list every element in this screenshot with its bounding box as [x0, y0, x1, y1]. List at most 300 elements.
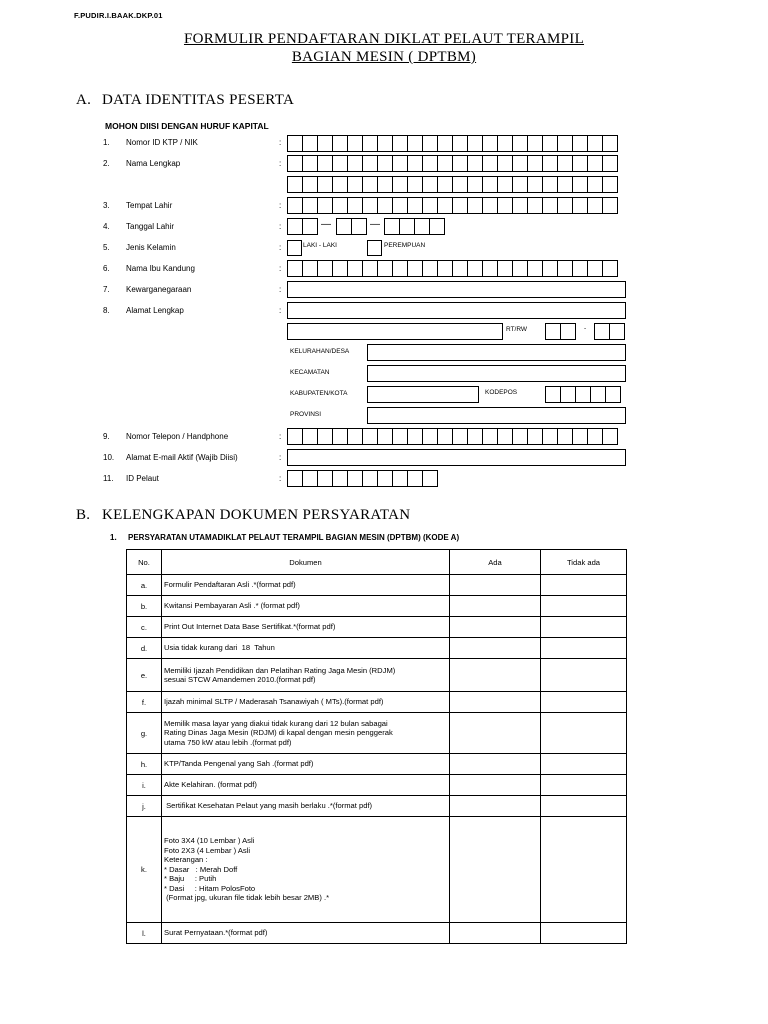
char-box[interactable] — [302, 218, 318, 235]
document-line: * Baju : Putih — [164, 874, 217, 884]
char-box[interactable] — [602, 135, 618, 152]
char-box[interactable] — [332, 176, 348, 193]
char-box[interactable] — [302, 197, 318, 214]
char-box[interactable] — [407, 197, 423, 214]
row-number: k. — [127, 817, 162, 923]
capital-letters-note: MOHON DIISI DENGAN HURUF KAPITAL — [105, 121, 269, 131]
row-number: f. — [127, 692, 162, 713]
requirements-table — [126, 549, 627, 944]
table-row — [127, 817, 627, 923]
row-number: d. — [127, 638, 162, 659]
document-line: Rating Dinas Jaga Mesin (RDJM) di kapal dengan mesin penggerak — [164, 728, 393, 738]
char-box[interactable] — [362, 428, 378, 445]
char-box[interactable] — [557, 197, 573, 214]
field-colon: : — [279, 138, 282, 147]
document-line: Ijazah minimal SLTP / Maderasah Tsanawiyah ( MTs).(format pdf) — [164, 697, 384, 707]
char-box[interactable] — [317, 428, 333, 445]
char-box[interactable] — [422, 470, 438, 487]
kabupaten-label: KABUPATEN/KOTA — [290, 390, 348, 397]
char-box[interactable] — [362, 470, 378, 487]
char-box[interactable] — [422, 197, 438, 214]
char-box[interactable] — [287, 176, 303, 193]
char-box[interactable] — [452, 176, 468, 193]
row-document — [162, 638, 450, 659]
char-box[interactable] — [399, 218, 415, 235]
char-box[interactable] — [467, 135, 483, 152]
field-label-phone: Nomor Telepon / Handphone — [126, 432, 229, 441]
char-box[interactable] — [287, 135, 303, 152]
rt-rw-separator: - — [584, 325, 587, 332]
char-box[interactable] — [452, 260, 468, 277]
document-line: Memiliki Ijazah Pendidikan dan Pelatihan Rating Jaga Mesin (RDJM) — [164, 665, 396, 675]
char-box[interactable] — [407, 176, 423, 193]
char-box[interactable] — [332, 135, 348, 152]
email-input[interactable] — [287, 449, 626, 466]
row-number: h. — [127, 754, 162, 775]
char-box[interactable] — [414, 218, 430, 235]
char-box[interactable] — [392, 155, 408, 172]
char-box[interactable] — [302, 135, 318, 152]
char-box[interactable] — [467, 197, 483, 214]
char-box[interactable] — [347, 260, 363, 277]
row-document — [162, 817, 450, 923]
char-box[interactable] — [545, 323, 561, 340]
row-number: i. — [127, 775, 162, 796]
char-box[interactable] — [497, 155, 513, 172]
form-title-line-1: FORMULIR PENDAFTARAN DIKLAT PELAUT TERAMPIL — [183, 31, 585, 47]
header-document: Dokumen — [162, 550, 450, 575]
form-code: F.PUDIR.I.BAAK.DKP.01 — [74, 11, 163, 20]
row-available-cell[interactable] — [450, 596, 541, 617]
char-box[interactable] — [482, 428, 498, 445]
section-a-title: DATA IDENTITAS PESERTA — [102, 92, 295, 108]
section-b-title: KELENGKAPAN DOKUMEN PERSYARATAN — [102, 507, 411, 523]
char-box[interactable] — [287, 218, 303, 235]
char-box[interactable] — [317, 197, 333, 214]
kelurahan-input[interactable] — [367, 344, 626, 361]
char-box[interactable] — [392, 470, 408, 487]
phone-input-boxes[interactable] — [287, 428, 617, 445]
char-box[interactable] — [452, 135, 468, 152]
char-box[interactable] — [602, 155, 618, 172]
row-not-available-cell[interactable] — [541, 659, 627, 692]
requirement-heading — [110, 533, 459, 542]
row-number: a. — [127, 575, 162, 596]
char-box[interactable] — [560, 323, 576, 340]
field-colon: : — [279, 222, 282, 231]
char-box[interactable] — [347, 470, 363, 487]
kelurahan-label: KELURAHAN/DESA — [290, 348, 350, 355]
char-box[interactable] — [542, 260, 558, 277]
rw-input-boxes[interactable] — [594, 323, 624, 340]
row-number: c. — [127, 617, 162, 638]
document-line: * Dasar : Merah Doff — [164, 864, 238, 874]
field-colon: : — [279, 474, 282, 483]
char-box[interactable] — [422, 260, 438, 277]
char-box[interactable] — [362, 260, 378, 277]
char-box[interactable] — [392, 176, 408, 193]
char-box[interactable] — [482, 135, 498, 152]
gender-male-label: LAKI - LAKI — [303, 242, 337, 249]
field-label-email: Alamat E-mail Aktif (Wajib Diisi) — [126, 453, 238, 462]
field-number: 8. — [103, 306, 110, 315]
row-available-cell[interactable] — [450, 713, 541, 754]
char-box[interactable] — [422, 428, 438, 445]
char-box[interactable] — [572, 155, 588, 172]
document-line: Usia tidak kurang dari 18 Tahun — [164, 643, 275, 653]
char-box[interactable] — [317, 260, 333, 277]
field-label-gender: Jenis Kelamin — [126, 243, 176, 252]
nik-input-boxes[interactable] — [287, 135, 617, 152]
row-document — [162, 713, 450, 754]
row-available-cell[interactable] — [450, 575, 541, 596]
char-box[interactable] — [482, 176, 498, 193]
char-box[interactable] — [557, 428, 573, 445]
row-not-available-cell[interactable] — [541, 713, 627, 754]
char-box[interactable] — [542, 176, 558, 193]
char-box[interactable] — [347, 176, 363, 193]
char-box[interactable] — [545, 386, 561, 403]
char-box[interactable] — [332, 470, 348, 487]
char-box[interactable] — [407, 260, 423, 277]
row-available-cell[interactable] — [450, 659, 541, 692]
char-box[interactable] — [587, 176, 603, 193]
char-box[interactable] — [542, 197, 558, 214]
rt-rw-label: RT/RW — [506, 326, 528, 333]
char-box[interactable] — [497, 135, 513, 152]
document-line: Surat Pernyataan.*(format pdf) — [164, 928, 268, 938]
char-box[interactable] — [560, 386, 576, 403]
table-row — [127, 617, 627, 638]
nationality-input[interactable] — [287, 281, 626, 298]
field-number: 7. — [103, 285, 110, 294]
row-not-available-cell[interactable] — [541, 638, 627, 659]
field-colon: : — [279, 159, 282, 168]
table-row — [127, 692, 627, 713]
char-box[interactable] — [377, 135, 393, 152]
char-box[interactable] — [362, 176, 378, 193]
char-box[interactable] — [377, 470, 393, 487]
char-box[interactable] — [587, 260, 603, 277]
char-box[interactable] — [422, 155, 438, 172]
char-box[interactable] — [497, 260, 513, 277]
rt-input-boxes[interactable] — [545, 323, 575, 340]
address-input-line-2[interactable] — [287, 323, 503, 340]
char-box[interactable] — [467, 428, 483, 445]
document-line: Print Out Internet Data Base Sertifikat.*(format pdf) — [164, 622, 336, 632]
char-box[interactable] — [302, 155, 318, 172]
field-label-nik: Nomor ID KTP / NIK — [126, 138, 198, 147]
document-line: (Format jpg, ukuran file tidak lebih besar 2MB) .* — [164, 893, 330, 903]
document-line: * Dasi : Hitam PolosFoto — [164, 883, 256, 893]
char-box[interactable] — [527, 428, 543, 445]
char-box[interactable] — [572, 428, 588, 445]
row-available-cell[interactable] — [450, 796, 541, 817]
char-box[interactable] — [377, 155, 393, 172]
table-row — [127, 596, 627, 617]
char-box[interactable] — [572, 260, 588, 277]
header-not-available: Tidak ada — [541, 550, 627, 575]
char-box[interactable] — [332, 260, 348, 277]
char-box[interactable] — [557, 135, 573, 152]
document-line: Sertifikat Kesehatan Pelaut yang masih berlaku .*(format pdf) — [164, 801, 373, 811]
kodepos-label: KODEPOS — [485, 389, 518, 396]
char-box[interactable] — [362, 155, 378, 172]
birth-day-input-boxes[interactable] — [287, 218, 317, 235]
section-a-letter: A. — [76, 92, 92, 108]
address-input-line-1[interactable] — [287, 302, 626, 319]
row-not-available-cell[interactable] — [541, 596, 627, 617]
char-box[interactable] — [392, 197, 408, 214]
char-box[interactable] — [302, 176, 318, 193]
birth-year-input-boxes[interactable] — [384, 218, 444, 235]
table-row — [127, 775, 627, 796]
field-colon: : — [279, 453, 282, 462]
char-box[interactable] — [497, 428, 513, 445]
seafarer-id-input-boxes[interactable] — [287, 470, 437, 487]
row-document — [162, 775, 450, 796]
char-box[interactable] — [452, 428, 468, 445]
char-box[interactable] — [347, 428, 363, 445]
char-box[interactable] — [302, 470, 318, 487]
char-box[interactable] — [594, 323, 610, 340]
char-box[interactable] — [437, 428, 453, 445]
char-box[interactable] — [572, 197, 588, 214]
row-available-cell[interactable] — [450, 923, 541, 944]
document-line: KTP/Tanda Pengenal yang Sah .(format pdf) — [164, 759, 314, 769]
char-box[interactable] — [351, 218, 367, 235]
birth-place-input-boxes[interactable] — [287, 197, 617, 214]
char-box[interactable] — [512, 155, 528, 172]
field-label-birth-place: Tempat Lahir — [126, 201, 173, 210]
row-not-available-cell[interactable] — [541, 923, 627, 944]
char-box[interactable] — [377, 176, 393, 193]
char-box[interactable] — [512, 135, 528, 152]
char-box[interactable] — [287, 428, 303, 445]
char-box[interactable] — [602, 428, 618, 445]
field-number: 3. — [103, 201, 110, 210]
char-box[interactable] — [467, 260, 483, 277]
char-box[interactable] — [452, 197, 468, 214]
char-box[interactable] — [437, 176, 453, 193]
row-number: b. — [127, 596, 162, 617]
field-label-address: Alamat Lengkap — [126, 306, 184, 315]
field-label-mother-name: Nama Ibu Kandung — [126, 264, 195, 273]
field-number: 2. — [103, 159, 110, 168]
char-box[interactable] — [287, 260, 303, 277]
char-box[interactable] — [512, 428, 528, 445]
char-box[interactable] — [377, 197, 393, 214]
row-document — [162, 575, 450, 596]
char-box[interactable] — [422, 135, 438, 152]
char-box[interactable] — [287, 470, 303, 487]
row-not-available-cell[interactable] — [541, 575, 627, 596]
char-box[interactable] — [587, 197, 603, 214]
char-box[interactable] — [317, 135, 333, 152]
date-separator: — — [370, 219, 380, 230]
char-box[interactable] — [407, 470, 423, 487]
field-colon: : — [279, 264, 282, 273]
field-label-seafarer-id: ID Pelaut — [126, 474, 159, 483]
kabupaten-input[interactable] — [367, 386, 479, 403]
char-box[interactable] — [302, 428, 318, 445]
char-box[interactable] — [392, 260, 408, 277]
row-document — [162, 796, 450, 817]
char-box[interactable] — [317, 155, 333, 172]
char-box[interactable] — [527, 176, 543, 193]
kecamatan-input[interactable] — [367, 365, 626, 382]
birth-month-input-boxes[interactable] — [336, 218, 366, 235]
full-name-input-boxes-row-2[interactable] — [287, 176, 617, 193]
gender-female-label: PEREMPUAN — [384, 242, 426, 249]
char-box[interactable] — [482, 260, 498, 277]
kecamatan-label: KECAMATAN — [290, 369, 330, 376]
document-line: Foto 3X4 (10 Lembar ) Asli — [164, 836, 255, 846]
char-box[interactable] — [392, 428, 408, 445]
section-b-letter: B. — [76, 507, 91, 523]
char-box[interactable] — [377, 260, 393, 277]
char-box[interactable] — [512, 197, 528, 214]
char-box[interactable] — [422, 176, 438, 193]
row-number: e. — [127, 659, 162, 692]
row-not-available-cell[interactable] — [541, 692, 627, 713]
char-box[interactable] — [407, 135, 423, 152]
char-box[interactable] — [605, 386, 621, 403]
char-box[interactable] — [482, 155, 498, 172]
char-box[interactable] — [347, 155, 363, 172]
document-line: sesuai STCW Amandemen 2010.(format pdf) — [164, 675, 316, 684]
char-box[interactable] — [575, 386, 591, 403]
gender-male-checkbox[interactable] — [287, 240, 302, 256]
field-number: 4. — [103, 222, 110, 231]
row-available-cell[interactable] — [450, 617, 541, 638]
char-box[interactable] — [407, 155, 423, 172]
row-available-cell[interactable] — [450, 692, 541, 713]
form-title-line-2: BAGIAN MESIN ( DPTBM) — [291, 49, 477, 65]
char-box[interactable] — [407, 428, 423, 445]
row-document — [162, 754, 450, 775]
char-box[interactable] — [572, 135, 588, 152]
document-line: Formulir Pendaftaran Asli .*(format pdf) — [164, 580, 296, 590]
char-box[interactable] — [527, 135, 543, 152]
char-box[interactable] — [347, 135, 363, 152]
char-box[interactable] — [572, 176, 588, 193]
char-box[interactable] — [332, 197, 348, 214]
row-available-cell[interactable] — [450, 754, 541, 775]
field-colon: : — [279, 306, 282, 315]
row-not-available-cell[interactable] — [541, 817, 627, 923]
row-available-cell[interactable] — [450, 638, 541, 659]
row-document — [162, 617, 450, 638]
full-name-input-boxes-row-1[interactable] — [287, 155, 617, 172]
char-box[interactable] — [590, 386, 606, 403]
char-box[interactable] — [392, 135, 408, 152]
char-box[interactable] — [377, 428, 393, 445]
row-available-cell[interactable] — [450, 775, 541, 796]
char-box[interactable] — [467, 176, 483, 193]
char-box[interactable] — [512, 260, 528, 277]
char-box[interactable] — [482, 197, 498, 214]
field-colon: : — [279, 243, 282, 252]
char-box[interactable] — [287, 197, 303, 214]
char-box[interactable] — [497, 197, 513, 214]
kodepos-input-boxes[interactable] — [545, 386, 620, 403]
mother-name-input-boxes[interactable] — [287, 260, 617, 277]
char-box[interactable] — [437, 135, 453, 152]
char-box[interactable] — [527, 260, 543, 277]
char-box[interactable] — [587, 135, 603, 152]
provinsi-input[interactable] — [367, 407, 626, 424]
char-box[interactable] — [332, 155, 348, 172]
document-line: Memilik masa layar yang diakui tidak kurang dari 12 bulan sabagai — [164, 718, 388, 728]
char-box[interactable] — [557, 176, 573, 193]
requirement-number: 1. — [110, 533, 117, 542]
char-box[interactable] — [437, 155, 453, 172]
char-box[interactable] — [452, 155, 468, 172]
field-number: 9. — [103, 432, 110, 441]
char-box[interactable] — [302, 260, 318, 277]
row-available-cell[interactable] — [450, 817, 541, 923]
table-header-row — [127, 550, 627, 575]
row-number: j. — [127, 796, 162, 817]
field-colon: : — [279, 285, 282, 294]
char-box[interactable] — [437, 260, 453, 277]
char-box[interactable] — [602, 197, 618, 214]
char-box[interactable] — [467, 155, 483, 172]
field-label-nationality: Kewarganegaraan — [126, 285, 192, 294]
field-colon: : — [279, 201, 282, 210]
char-box[interactable] — [557, 155, 573, 172]
char-box[interactable] — [362, 197, 378, 214]
char-box[interactable] — [542, 155, 558, 172]
char-box[interactable] — [542, 135, 558, 152]
row-not-available-cell[interactable] — [541, 796, 627, 817]
char-box[interactable] — [602, 260, 618, 277]
char-box[interactable] — [587, 428, 603, 445]
row-not-available-cell[interactable] — [541, 617, 627, 638]
char-box[interactable] — [384, 218, 400, 235]
char-box[interactable] — [429, 218, 445, 235]
date-separator: — — [321, 219, 331, 230]
char-box[interactable] — [512, 176, 528, 193]
char-box[interactable] — [557, 260, 573, 277]
row-not-available-cell[interactable] — [541, 754, 627, 775]
char-box[interactable] — [317, 176, 333, 193]
requirement-title: PERSYARATAN UTAMADIKLAT PELAUT TERAMPIL BAGIAN MESIN (DPTBM) (KODE A) — [128, 533, 460, 542]
header-no: No. — [127, 550, 162, 575]
char-box[interactable] — [287, 155, 303, 172]
row-not-available-cell[interactable] — [541, 775, 627, 796]
char-box[interactable] — [602, 176, 618, 193]
char-box[interactable] — [527, 155, 543, 172]
char-box[interactable] — [527, 197, 543, 214]
char-box[interactable] — [587, 155, 603, 172]
char-box[interactable] — [497, 176, 513, 193]
char-box[interactable] — [336, 218, 352, 235]
table-row — [127, 659, 627, 692]
char-box[interactable] — [437, 197, 453, 214]
table-row — [127, 923, 627, 944]
char-box[interactable] — [347, 197, 363, 214]
gender-female-checkbox[interactable] — [367, 240, 382, 256]
char-box[interactable] — [317, 470, 333, 487]
row-document — [162, 923, 450, 944]
char-box[interactable] — [609, 323, 625, 340]
char-box[interactable] — [332, 428, 348, 445]
field-number: 1. — [103, 138, 110, 147]
char-box[interactable] — [362, 135, 378, 152]
char-box[interactable] — [542, 428, 558, 445]
